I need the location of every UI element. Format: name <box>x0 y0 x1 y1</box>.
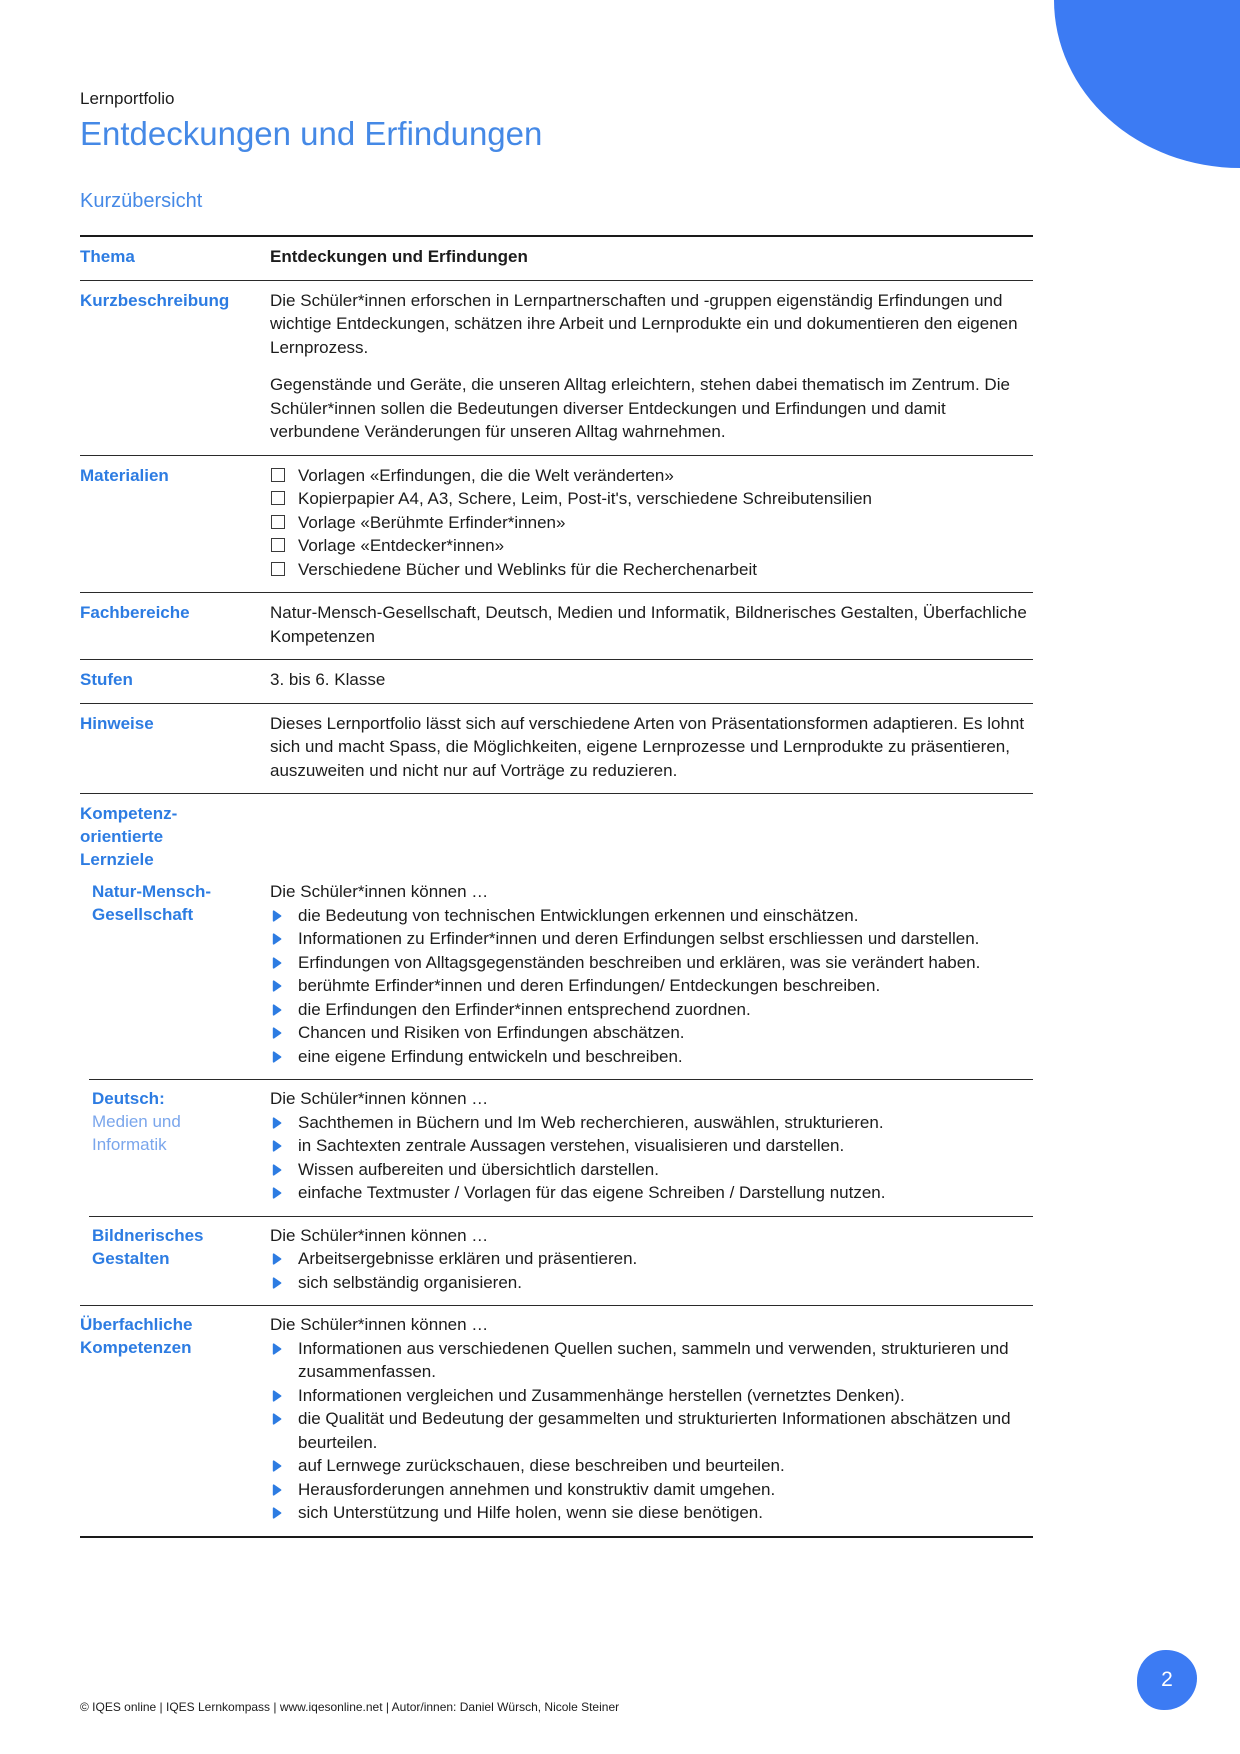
goal-bullet-text: die Erfindungen den Erfinder*innen entsprechend zuordnen. <box>298 999 751 1019</box>
row-label <box>80 802 270 871</box>
row-label: Hinweise <box>80 713 154 733</box>
triangle-bullet-icon <box>272 1343 282 1355</box>
goal-section-label-line: Deutsch: <box>92 1089 165 1108</box>
triangle-bullet-icon <box>272 1164 282 1176</box>
triangle-bullet-icon <box>272 1484 282 1496</box>
goal-section-label <box>80 1313 270 1525</box>
goal-bullet-text: Informationen zu Erfinder*innen und deren Erfindungen selbst erschliessen und darstellen. <box>298 929 980 948</box>
goal-bullet-text: in Sachtexten zentrale Aussagen verstehen, visualisieren und darstellen. <box>298 1136 845 1155</box>
goal-bullet <box>270 951 1033 975</box>
goal-bullet-text: auf Lernwege zurückschauen, diese beschreiben und beurteilen. <box>298 1456 785 1475</box>
triangle-bullet-icon <box>272 1413 282 1425</box>
checkbox-icon <box>271 562 285 576</box>
goal-sections <box>80 873 1033 1536</box>
row-value <box>270 464 1033 582</box>
checklist-item-label: Vorlage «Berühmte Erfinder*innen» <box>298 512 566 532</box>
triangle-bullet-icon <box>272 1253 282 1265</box>
goal-section-label-line: Informatik <box>92 1135 167 1154</box>
paragraph: Gegenstände und Geräte, die unseren Alltag erleichtern, stehen dabei thematisch im Zentrum. Die Schüler*innen sollen die Bedeutungen diverser Entdeckungen und Erfindungen und damit verbundene Veränderungen für unseren Alltag wahrnehmen. <box>270 375 1010 441</box>
row-label: Thema <box>80 247 135 266</box>
checklist-item-label: Verschiedene Bücher und Weblinks für die Recherchenarbeit <box>298 559 757 579</box>
triangle-bullet-icon <box>272 1187 282 1199</box>
triangle-bullet-icon <box>272 910 282 922</box>
goal-section-label <box>80 1087 270 1205</box>
goal-section-label-line: Medien und <box>92 1112 181 1131</box>
table-row-materialien <box>80 455 1033 593</box>
goal-bullet <box>270 1478 1033 1502</box>
goal-section-label <box>80 880 270 1068</box>
goal-section <box>80 1079 1033 1216</box>
triangle-bullet-icon <box>272 1004 282 1016</box>
goal-intro: Die Schüler*innen können … <box>270 1225 489 1245</box>
checklist-item <box>270 558 1033 582</box>
triangle-bullet-icon <box>272 957 282 969</box>
goal-section <box>80 1216 1033 1306</box>
row-label-line: Lernziele <box>80 850 154 869</box>
goal-bullet-text: Chancen und Risiken von Erfindungen abschätzen. <box>298 1023 685 1042</box>
checkbox-icon <box>271 491 285 505</box>
goal-bullet <box>270 1337 1033 1384</box>
triangle-bullet-icon <box>272 1051 282 1063</box>
goal-bullet <box>270 1384 1033 1408</box>
goal-bullet-text: Erfindungen von Alltagsgegenständen beschreiben und erklären, was sie verändert haben. <box>298 952 981 972</box>
goal-bullet-list <box>270 1111 1033 1205</box>
goal-bullet <box>270 1134 1033 1158</box>
row-label-line: Kompetenz- <box>80 804 178 823</box>
goal-intro: Die Schüler*innen können … <box>270 1089 489 1108</box>
triangle-bullet-icon <box>272 980 282 992</box>
triangle-bullet-icon <box>272 1460 282 1472</box>
document-content <box>80 0 1033 1538</box>
section-heading: Kurzübersicht <box>80 190 203 212</box>
triangle-bullet-icon <box>272 1117 282 1129</box>
goal-bullet <box>270 1454 1033 1478</box>
checkbox-icon <box>271 515 285 529</box>
checklist-item-label: Vorlagen «Erfindungen, die die Welt veränderten» <box>298 465 674 485</box>
goal-bullet <box>270 974 1033 998</box>
row-value: 3. bis 6. Klasse <box>270 670 386 689</box>
goal-section-label-line: Gestalten <box>92 1248 170 1268</box>
triangle-bullet-icon <box>272 1140 282 1152</box>
row-label: Kurzbeschreibung <box>80 290 230 310</box>
goal-bullet <box>270 1181 1033 1205</box>
goal-section <box>80 873 1033 1079</box>
goal-section-label <box>80 1224 270 1295</box>
table-row-stufen <box>80 659 1033 703</box>
goal-bullet-text: sich selbständig organisieren. <box>298 1272 522 1292</box>
goal-bullet-list <box>270 1337 1033 1525</box>
goal-bullet-list <box>270 1247 1033 1294</box>
row-label-line: orientierte <box>80 827 164 846</box>
goal-bullet-text: Informationen vergleichen und Zusammenhänge herstellen (vernetztes Denken). <box>298 1385 905 1405</box>
table-row-hinweise <box>80 703 1033 794</box>
checklist-item-label: Kopierpapier A4, A3, Schere, Leim, Post-it's, verschiedene Schreibutensilien <box>298 489 873 508</box>
row-value: Dieses Lernportfolio lässt sich auf verschiedene Arten von Präsentationsformen adaptieren. Es lohnt sich und macht Spass, die Möglichkeiten, eigene Lernprozesse und Lernprodukte zu präsentieren, auszuweiten und nicht nur auf Vorträge zu reduzieren. <box>270 713 1025 780</box>
goal-bullet <box>270 1045 1033 1069</box>
goal-bullet <box>270 998 1033 1022</box>
goal-bullet-text: Herausforderungen annehmen und konstruktiv damit umgehen. <box>298 1479 776 1499</box>
table-row-thema <box>80 237 1033 280</box>
goal-bullet <box>270 1271 1033 1295</box>
goal-intro: Die Schüler*innen können … <box>270 882 489 901</box>
page-number-badge <box>1137 1650 1197 1710</box>
paragraph: Die Schüler*innen erforschen in Lernpartnerschaften und -gruppen eigenständig Erfindungen und wichtige Entdeckungen, schätzen ihre Arbeit und Lernprodukte ein und dokumentieren den eigenen Lernprozess. <box>270 290 1018 357</box>
triangle-bullet-icon <box>272 933 282 945</box>
goal-bullet-text: sich Unterstützung und Hilfe holen, wenn sie diese benötigen. <box>298 1503 763 1522</box>
checklist-item <box>270 534 1033 558</box>
goal-bullet-list <box>270 904 1033 1069</box>
goal-bullet <box>270 1501 1033 1525</box>
goal-section-label-line: Natur-Mensch- <box>92 882 212 901</box>
goal-section-label-line: Überfachliche <box>80 1315 193 1334</box>
document-type-label: Lernportfolio <box>80 89 175 108</box>
checklist-item <box>270 511 1033 535</box>
goal-bullet-text: berühmte Erfinder*innen und deren Erfindungen/ Entdeckungen beschreiben. <box>298 976 881 995</box>
goal-section-label-line: Kompetenzen <box>80 1338 192 1357</box>
goal-bullet <box>270 927 1033 951</box>
goal-bullet-text: Arbeitsergebnisse erklären und präsentieren. <box>298 1249 638 1268</box>
goal-section <box>80 1305 1033 1536</box>
row-value: Natur-Mensch-Gesellschaft, Deutsch, Medien und Informatik, Bildnerisches Gestalten, Überfachliche Kompetenzen <box>270 603 1027 646</box>
page-title: Entdeckungen und Erfindungen <box>80 115 543 152</box>
page-number: 2 <box>1161 1668 1173 1691</box>
triangle-bullet-icon <box>272 1507 282 1519</box>
checkbox-icon <box>271 538 285 552</box>
overview-table <box>80 235 1033 1538</box>
goal-bullet-text: die Qualität und Bedeutung der gesammelten und strukturierten Informationen abschätzen und beurteilen. <box>298 1409 1011 1452</box>
goal-bullet-text: einfache Textmuster / Vorlagen für das eigene Schreiben / Darstellung nutzen. <box>298 1183 886 1202</box>
checklist-item <box>270 487 1033 511</box>
triangle-bullet-icon <box>272 1390 282 1402</box>
triangle-bullet-icon <box>272 1027 282 1039</box>
table-row-kurzbeschreibung <box>80 280 1033 455</box>
goal-bullet <box>270 1158 1033 1182</box>
goal-bullet <box>270 1407 1033 1454</box>
goal-bullet <box>270 904 1033 928</box>
goal-section-label-line: Gesellschaft <box>92 905 194 924</box>
goal-intro: Die Schüler*innen können … <box>270 1315 489 1334</box>
checklist-item <box>270 464 1033 488</box>
triangle-bullet-icon <box>272 1277 282 1289</box>
footer-text: © IQES online | IQES Lernkompass | www.iqesonline.net | Autor/innen: Daniel Würsch, Nicole Steiner <box>80 1700 620 1714</box>
goal-bullet <box>270 1247 1033 1271</box>
checklist-item-label: Vorlage «Entdecker*innen» <box>298 536 505 555</box>
goal-bullet-text: Informationen aus verschiedenen Quellen suchen, sammeln und verwenden, strukturieren und zusammenfassen. <box>298 1338 1009 1381</box>
row-value: Entdeckungen und Erfindungen <box>270 247 528 266</box>
goal-section-label-line: Bildnerisches <box>92 1225 204 1245</box>
row-label: Stufen <box>80 670 133 689</box>
table-row-fachbereiche <box>80 592 1033 659</box>
goal-bullet-text: eine eigene Erfindung entwickeln und beschreiben. <box>298 1046 683 1066</box>
row-label: Fachbereiche <box>80 603 190 622</box>
goal-bullet <box>270 1021 1033 1045</box>
row-label: Materialien <box>80 465 169 485</box>
goal-bullet-text: Wissen aufbereiten und übersichtlich darstellen. <box>298 1159 659 1179</box>
row-value <box>270 289 1033 444</box>
table-row-lernziele <box>80 793 1033 873</box>
corner-decoration-shape <box>1054 0 1240 168</box>
goal-bullet-text: die Bedeutung von technischen Entwicklungen erkennen und einschätzen. <box>298 905 859 925</box>
checkbox-icon <box>271 468 285 482</box>
goal-bullet <box>270 1111 1033 1135</box>
goal-bullet-text: Sachthemen in Büchern und Im Web recherchieren, auswählen, strukturieren. <box>298 1112 884 1132</box>
